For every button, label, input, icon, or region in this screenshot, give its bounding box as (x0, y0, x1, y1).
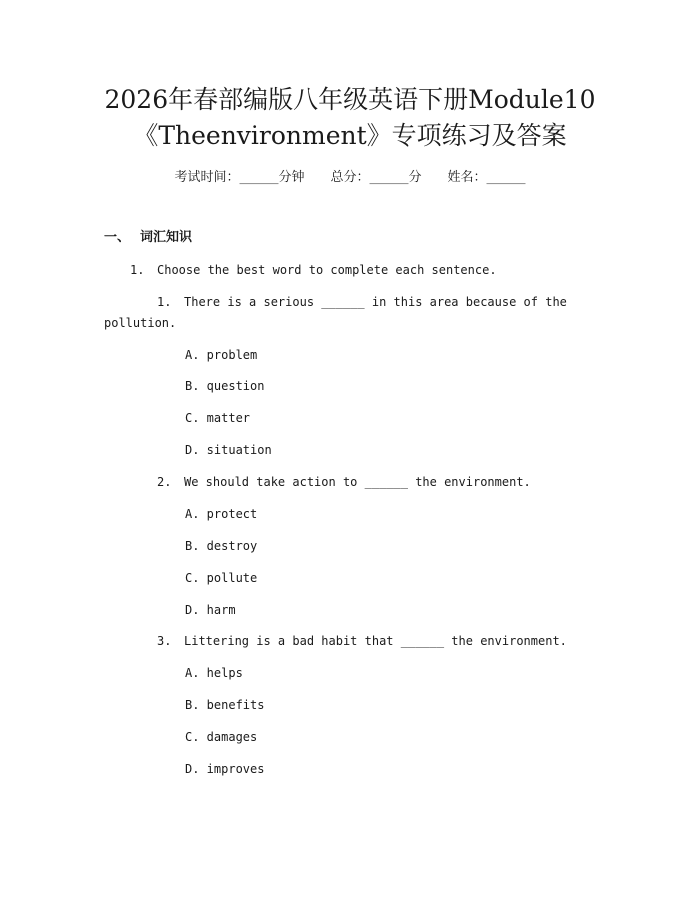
title-line-1: 2026年春部编版八年级英语下册Module10 (104, 85, 596, 114)
option-c[interactable]: C. pollute (185, 571, 258, 585)
question-text: There is a serious ______ in this area because of the (184, 295, 567, 309)
option-a[interactable]: A. problem (185, 348, 258, 362)
question-text: We should take action to ______ the environment. (184, 475, 531, 489)
section-number: 一、 (104, 230, 131, 245)
question-2-stem (157, 473, 531, 491)
section-title: 词汇知识 (140, 230, 193, 245)
part-number: 1. (130, 263, 145, 277)
part-instruction-text: Choose the best word to complete each sentence. (157, 263, 497, 277)
question-1-stem (157, 293, 567, 311)
section-heading (104, 229, 192, 247)
student-name: 姓名：______ (447, 170, 526, 185)
option-b[interactable]: B. destroy (185, 539, 258, 553)
part-instruction (130, 261, 497, 279)
total-score: 总分：______分 (330, 170, 422, 185)
option-b[interactable]: B. benefits (185, 698, 265, 712)
option-c[interactable]: C. damages (185, 730, 258, 744)
option-a[interactable]: A. protect (185, 507, 258, 521)
title-line-2: 《Theenvironment》专项练习及答案 (133, 121, 567, 150)
exam-meta (0, 169, 700, 187)
option-d[interactable]: D. harm (185, 603, 236, 617)
option-d[interactable]: D. situation (185, 443, 272, 457)
question-text: Littering is a bad habit that ______ the environment. (184, 634, 567, 648)
option-d[interactable]: D. improves (185, 762, 265, 776)
question-1-stem-cont: pollution. (104, 316, 177, 330)
question-3-stem (157, 632, 567, 650)
option-a[interactable]: A. helps (185, 666, 243, 680)
question-number: 1. (157, 295, 172, 309)
exam-time: 考试时间：______分钟 (174, 170, 305, 185)
question-number: 3. (157, 634, 172, 648)
option-c[interactable]: C. matter (185, 411, 251, 425)
question-number: 2. (157, 475, 172, 489)
option-b[interactable]: B. question (185, 379, 265, 393)
